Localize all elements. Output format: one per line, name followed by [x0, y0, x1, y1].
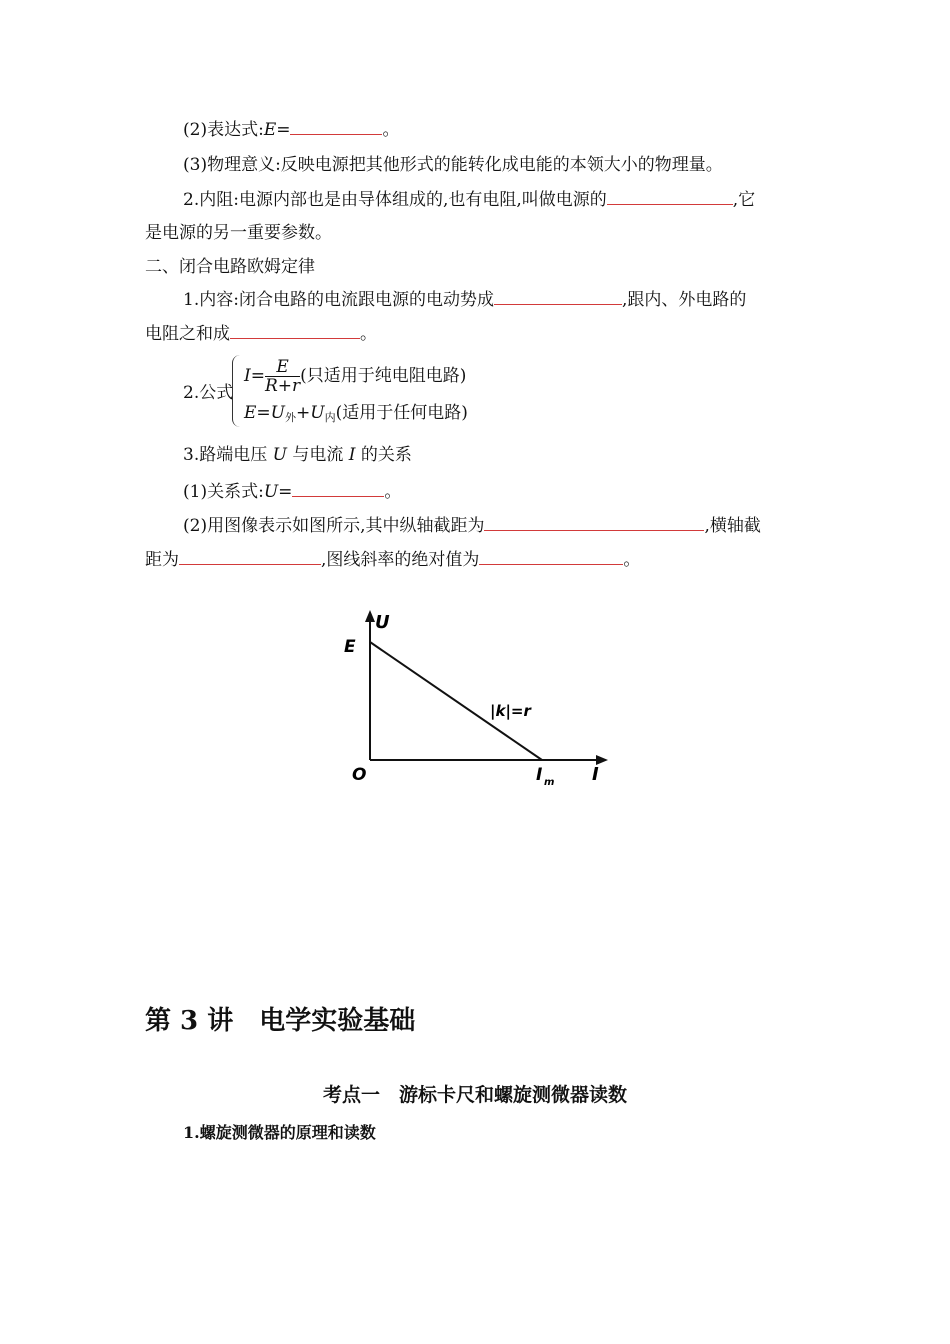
relation-I: I: [348, 445, 356, 465]
subtopic-heading: 1.螺旋测微器的原理和读数: [183, 1123, 376, 1142]
blank-internal-resistance[interactable]: [607, 188, 733, 205]
x-intercept-subscript: m: [544, 777, 555, 788]
formula-brace: [232, 355, 241, 427]
relation-U: U: [272, 445, 287, 465]
f1-eq: =: [250, 366, 265, 386]
graph-text-a: (2)用图像表示如图所示,其中纵轴截距为: [183, 516, 485, 536]
graph-text-c: 距为: [145, 550, 179, 570]
section-heading-ohm-law: 二、闭合电路欧姆定律: [145, 257, 315, 277]
f2-note: (适用于任何电路): [335, 403, 468, 423]
graph-text-d: ,图线斜率的绝对值为: [321, 550, 480, 570]
relation-text-a: 3.路端电压: [183, 445, 268, 465]
blank-proportional[interactable]: [494, 288, 622, 305]
y-axis-arrow: [365, 610, 375, 622]
blank-emf-expression[interactable]: [290, 118, 382, 135]
origin-label: O: [352, 765, 367, 785]
period: 。: [384, 482, 402, 502]
x-intercept-label: I: [536, 765, 543, 785]
content-text-b: ,跟内、外电路的: [621, 290, 747, 310]
blank-x-intercept[interactable]: [179, 548, 321, 565]
blank-y-intercept[interactable]: [484, 514, 704, 531]
content-continuation: [145, 322, 377, 345]
internal-text-a: 2.内阻:电源内部也是由导体组成的,也有电阻,叫做电源的: [183, 190, 607, 210]
graph-description-line: [183, 514, 761, 537]
topic-heading: 考点一 游标卡尺和螺旋测微器读数: [322, 1084, 627, 1106]
relation-expression-line: [183, 480, 401, 503]
f2-sub-outer: 外: [285, 411, 296, 424]
blank-slope[interactable]: [479, 548, 623, 565]
period: 。: [623, 550, 641, 570]
f2-plus: +: [296, 403, 311, 423]
content-line: [183, 288, 746, 311]
f1-lhs: I: [244, 366, 251, 386]
meaning-line: (3)物理意义:反映电源把其他形式的能转化成电能的本领大小的物理量。: [183, 155, 723, 175]
y-intercept-label: E: [344, 637, 356, 657]
f2-eq: =: [256, 403, 271, 423]
rel-expr-prefix: (1)关系式:: [183, 482, 264, 502]
formula-2: [244, 402, 468, 429]
u-i-line: [370, 642, 542, 760]
content-text-c: 电阻之和成: [145, 324, 230, 344]
internal-continuation: 是电源的另一重要参数。: [145, 223, 332, 243]
graph-description-continuation: [145, 548, 640, 571]
content-text-a: 1.内容:闭合电路的电流跟电源的电动势成: [183, 290, 494, 310]
f2-sub-inner: 内: [324, 411, 336, 424]
expression-eq: =: [276, 120, 291, 140]
expression-var: E: [263, 120, 277, 140]
f2-E: E: [244, 403, 257, 423]
blank-relation-expression[interactable]: [292, 480, 384, 497]
blank-inverse-proportional[interactable]: [230, 322, 360, 339]
f1-numerator: E: [265, 358, 300, 377]
relation-text-c: 的关系: [360, 445, 412, 465]
relation-heading: [183, 444, 412, 466]
f1-denominator: R+r: [264, 376, 301, 396]
f1-note: (只适用于纯电阻电路): [300, 366, 467, 386]
f1-fraction: [265, 358, 300, 395]
slope-label: |k|=r: [490, 702, 531, 720]
relation-text-b: 与电流: [292, 445, 344, 465]
formula-1: [244, 356, 466, 396]
graph-text-b: ,横轴截: [704, 516, 761, 536]
rel-expr-eq: =: [278, 482, 293, 502]
internal-text-b: ,它: [732, 190, 756, 210]
period: 。: [382, 120, 400, 140]
formula-label: 2.公式: [183, 383, 234, 403]
internal-resistance-line: [183, 188, 755, 211]
f2-U1: U: [270, 403, 285, 423]
rel-expr-var: U: [263, 482, 279, 502]
lecture-title: 第 3 讲 电学实验基础: [145, 1006, 416, 1036]
y-axis-label: U: [375, 612, 390, 633]
u-i-graph: [330, 600, 630, 800]
expression-line: [183, 118, 399, 141]
x-axis-label: I: [592, 764, 599, 785]
f2-U2: U: [310, 403, 325, 423]
period: 。: [360, 324, 377, 344]
expression-prefix: (2)表达式:: [183, 120, 264, 140]
